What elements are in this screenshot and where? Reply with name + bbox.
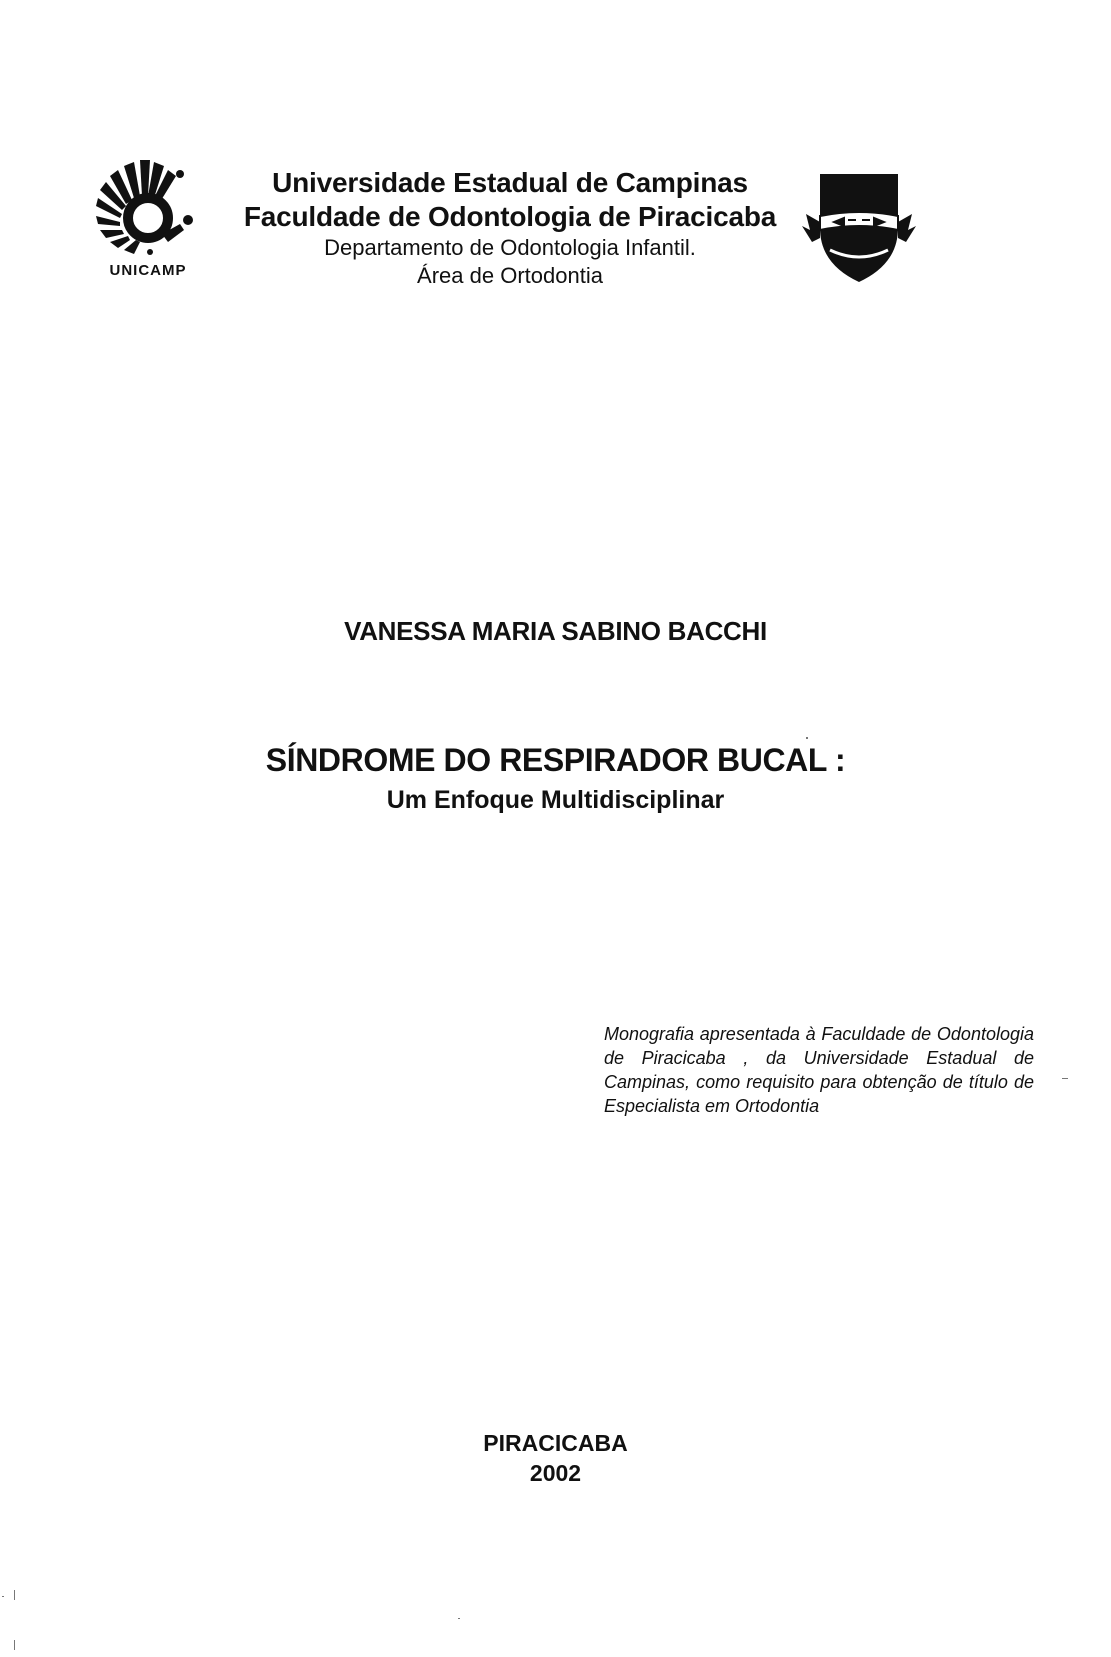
- author-name: VANESSA MARIA SABINO BACCHI: [344, 616, 767, 646]
- document-title: SÍNDROME DO RESPIRADOR BUCAL :: [265, 742, 846, 778]
- unicamp-logo-icon: [88, 150, 208, 270]
- institution-header: [220, 166, 800, 290]
- year: 2002: [529, 1460, 582, 1486]
- document-subtitle: Um Enfoque Multidisciplinar: [386, 786, 725, 814]
- scan-speck: [458, 1618, 460, 1619]
- university-name: Universidade Estadual de Campinas: [272, 167, 748, 198]
- department-name: Departamento de Odontologia Infantil.: [324, 235, 696, 260]
- area-name: Área de Ortodontia: [417, 263, 603, 288]
- monograph-note: Monografia apresentada à Faculdade de Odontologia de Piracicaba , da Universidade Estadual de Campinas, como requisito para obtenção de título de Especialista em Ortodontia: [604, 1024, 1034, 1116]
- scan-speck: [806, 737, 808, 739]
- city: PIRACICABA: [483, 1430, 628, 1456]
- faculty-name: Faculdade de Odontologia de Piracicaba: [243, 201, 777, 232]
- scan-speck: [1062, 1078, 1068, 1079]
- unicamp-logo-label: UNICAMP: [109, 262, 187, 279]
- fop-crest-icon: [800, 168, 918, 288]
- scan-speck: [14, 1590, 15, 1600]
- scan-speck: [14, 1640, 15, 1650]
- scan-speck: [2, 1596, 4, 1597]
